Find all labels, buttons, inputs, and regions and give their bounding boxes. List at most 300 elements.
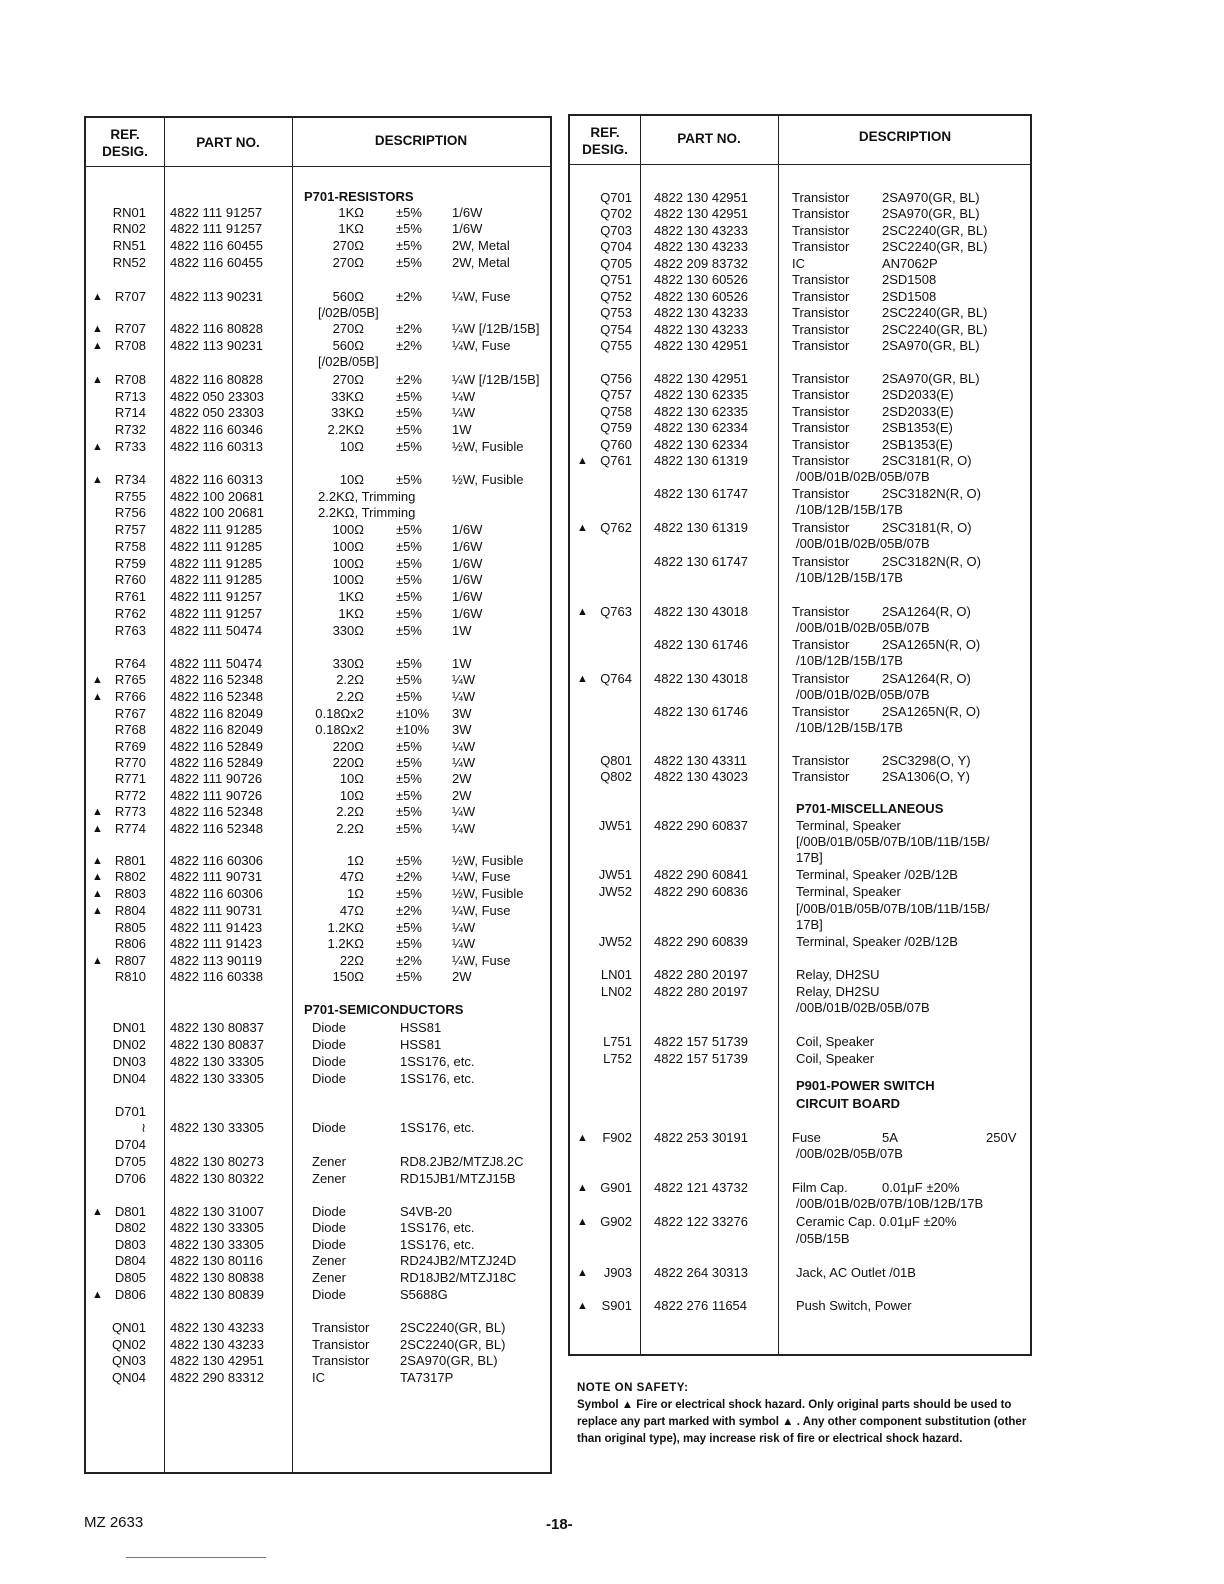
rating: 1/6W (452, 572, 483, 587)
component-type: Diode (312, 1037, 346, 1052)
tolerance: ±5% (396, 389, 422, 404)
part-number: 4822 130 33305 (170, 1054, 264, 1069)
ref-desig-header: REF. DESIG. (102, 127, 148, 159)
component-type: Zener (312, 1171, 346, 1186)
part-number: 4822 130 62335 (654, 404, 748, 419)
table-row (570, 1078, 1030, 1094)
rating: ¼W (452, 755, 476, 770)
ref-desig: JW51 (598, 818, 632, 833)
tolerance: ±5% (396, 539, 422, 554)
rating: 1W (452, 656, 472, 671)
part-number: 4822 116 52849 (170, 755, 264, 770)
table-row (570, 834, 1030, 850)
part-number: 4822 130 43233 (654, 223, 748, 238)
table-row (570, 901, 1030, 917)
rating: ¼W [/12B/15B] (452, 321, 540, 336)
table-row (570, 769, 1030, 785)
tolerance: ±5% (396, 422, 422, 437)
component-model: 2SA970(GR, BL) (882, 206, 980, 221)
part-number: 4822 113 90119 (170, 953, 263, 968)
table-row (86, 739, 550, 755)
part-number: 4822 100 20681 (170, 489, 264, 504)
value: 220Ω (332, 739, 364, 754)
rating: 1/6W (452, 539, 483, 554)
ref-desig: R772 (114, 788, 146, 803)
table-row (86, 656, 550, 672)
table-row (570, 1130, 1030, 1146)
table-row (86, 886, 550, 902)
description: /00B/02B/05B/07B (796, 1146, 903, 1161)
part-number: 4822 111 91257 (170, 589, 263, 604)
component-model: 2SC2240(GR, BL) (882, 223, 988, 238)
tolerance: ±5% (396, 672, 422, 687)
ref-desig: Q756 (600, 371, 632, 386)
ref-desig: Q764 (600, 671, 632, 686)
table-row (570, 704, 1030, 720)
value: 2.2Ω (336, 804, 364, 819)
part-number: 4822 264 30313 (654, 1265, 748, 1280)
rating: ¼W (452, 405, 476, 420)
table-row (86, 706, 550, 722)
ref-desig: Q761 (600, 453, 632, 468)
component-type: Film Cap. (792, 1180, 848, 1195)
table-row (570, 1146, 1030, 1162)
component-type: Transistor (792, 453, 850, 468)
ref-desig: Q759 (600, 420, 632, 435)
description: [/00B/01B/05B/07B/10B/11B/15B/ (796, 834, 990, 849)
component-type: Transistor (792, 322, 850, 337)
ref-desig: Q701 (600, 190, 632, 205)
part-number: 4822 111 91257 (170, 221, 263, 236)
component-model: 1SS176, etc. (400, 1054, 475, 1069)
table-row (86, 672, 550, 688)
component-model: 2SC2240(GR, BL) (882, 239, 988, 254)
description: [/00B/01B/05B/07B/10B/11B/15B/ (796, 901, 990, 916)
table-row (570, 620, 1030, 636)
part-number: 4822 116 60306 (170, 886, 264, 901)
part-number: 4822 116 52348 (170, 672, 264, 687)
ref-desig: D705 (114, 1154, 146, 1169)
value: 270Ω (332, 372, 364, 387)
part-number: 4822 290 60837 (654, 818, 748, 833)
tolerance: ±5% (396, 788, 422, 803)
description: 17B] (796, 850, 823, 865)
tolerance: ±5% (396, 556, 422, 571)
rating: ¼W (452, 821, 476, 836)
part-number: 4822 116 60346 (170, 422, 264, 437)
table-row (570, 1214, 1030, 1230)
part-number: 4822 130 60526 (654, 272, 748, 287)
ref-desig: Q760 (600, 437, 632, 452)
value: 10Ω (339, 771, 364, 786)
component-type: Transistor (792, 190, 850, 205)
component-type: Transistor (792, 371, 850, 386)
tolerance: ±5% (396, 606, 422, 621)
part-number: 4822 130 61746 (654, 704, 748, 719)
ref-desig: RN01 (112, 205, 146, 220)
part-number: 4822 130 80839 (170, 1287, 264, 1302)
ref-desig: Q757 (600, 387, 632, 402)
value: 10Ω (339, 788, 364, 803)
value: 2.2Ω (336, 689, 364, 704)
value: 270Ω (332, 238, 364, 253)
ref-desig: Q751 (600, 272, 632, 287)
component-model: 1SS176, etc. (400, 1237, 475, 1252)
ref-desig: D806 (114, 1287, 146, 1302)
description: Push Switch, Power (796, 1298, 912, 1313)
part-number: 4822 130 61747 (654, 554, 748, 569)
part-number: 4822 100 20681 (170, 505, 264, 520)
table-row (86, 255, 550, 271)
value: 22Ω (339, 953, 364, 968)
table-row (86, 189, 550, 205)
ref-desig: R762 (114, 606, 146, 621)
part-number: 4822 111 91285 (170, 522, 263, 537)
component-model: 2SA970(GR, BL) (400, 1353, 498, 1368)
table-row (86, 539, 550, 555)
table-row (570, 687, 1030, 703)
left-parts-table (84, 116, 552, 1474)
table-row (570, 371, 1030, 387)
component-type: Fuse (792, 1130, 821, 1145)
safety-warning-icon: ▲ (92, 871, 103, 883)
table-row (570, 1196, 1030, 1212)
table-row (86, 920, 550, 936)
table-row (570, 1298, 1030, 1314)
table-row (570, 984, 1030, 1000)
value: 1KΩ (338, 606, 364, 621)
part-number: 4822 276 11654 (654, 1298, 748, 1313)
tolerance: ±5% (396, 623, 422, 638)
part-number: 4822 130 33305 (170, 1237, 264, 1252)
tolerance: ±5% (396, 238, 422, 253)
safety-warning-icon: ▲ (92, 1289, 103, 1301)
ref-desig: R708 (114, 338, 146, 353)
safety-warning-icon: ▲ (92, 905, 103, 917)
component-type: Transistor (792, 671, 850, 686)
ref-desig: R708 (114, 372, 146, 387)
part-number: 4822 116 52348 (170, 821, 264, 836)
description: /10B/12B/15B/17B (796, 502, 903, 517)
table-row (86, 853, 550, 869)
table-row (570, 934, 1030, 950)
ref-desig: R801 (114, 853, 146, 868)
ref-desig: R761 (114, 589, 146, 604)
ref-desig-header: REF. DESIG. (582, 125, 628, 157)
rating: 1/6W (452, 522, 483, 537)
part-no-header: PART NO. (677, 131, 741, 146)
table-row (570, 554, 1030, 570)
part-number: 4822 116 60455 (170, 255, 264, 270)
table-row (570, 917, 1030, 933)
table-row (570, 1096, 1030, 1112)
safety-warning-icon: ▲ (92, 291, 103, 303)
tolerance: ±5% (396, 886, 422, 901)
part-number: 4822 111 91257 (170, 606, 263, 621)
ref-desig: R755 (114, 489, 146, 504)
component-model: 1SS176, etc. (400, 1220, 475, 1235)
component-type: Transistor (792, 239, 850, 254)
section-heading: P701-RESISTORS (304, 189, 414, 204)
part-number: 4822 111 91285 (170, 572, 263, 587)
ref-desig: R756 (114, 505, 146, 520)
value: 0.18Ωx2 (315, 706, 364, 721)
safety-warning-icon: ▲ (92, 474, 103, 486)
part-number: 4822 280 20197 (654, 967, 748, 982)
part-number: 4822 130 62334 (654, 437, 748, 452)
value: 2.2Ω (336, 672, 364, 687)
component-model: RD24JB2/MTZJ24D (400, 1253, 517, 1268)
table-row (570, 536, 1030, 552)
component-type: Transistor (792, 420, 850, 435)
rating: ½W, Fusible (452, 853, 524, 868)
table-row (570, 753, 1030, 769)
ref-desig: R771 (114, 771, 146, 786)
component-type: Transistor (792, 404, 850, 419)
tolerance: ±5% (396, 205, 422, 220)
rating: 1/6W (452, 556, 483, 571)
component-model: 2SB1353(E) (882, 437, 953, 452)
part-number: 4822 290 60839 (654, 934, 748, 949)
table-row (570, 338, 1030, 354)
table-row (86, 804, 550, 820)
table-row (570, 502, 1030, 518)
table-row (86, 953, 550, 969)
value: 330Ω (332, 656, 364, 671)
table-row (86, 305, 550, 321)
component-model: 2SB1353(E) (882, 420, 953, 435)
value: 1Ω (347, 886, 364, 901)
table-row (86, 1320, 550, 1336)
component-type: Transistor (792, 604, 850, 619)
decorative-rule (126, 1557, 266, 1558)
component-model: 2SC3298(O, Y) (882, 753, 971, 768)
table-row (86, 1204, 550, 1220)
ref-desig: D706 (114, 1171, 146, 1186)
rating: ½W, Fusible (452, 886, 524, 901)
value: 100Ω (332, 572, 364, 587)
description: Ceramic Cap. 0.01μF ±20% (796, 1214, 957, 1229)
table-row (86, 869, 550, 885)
component-type: Diode (312, 1204, 346, 1219)
header-divider (86, 166, 550, 167)
tolerance: ±5% (396, 689, 422, 704)
rating: ¼W (452, 389, 476, 404)
part-number: 4822 130 62335 (654, 387, 748, 402)
part-number: 4822 130 43311 (654, 753, 748, 768)
component-model: S4VB-20 (400, 1204, 453, 1219)
component-model: 2SD1508 (882, 272, 937, 287)
rating: 1/6W (452, 606, 483, 621)
table-row (86, 1020, 550, 1036)
table-row (570, 637, 1030, 653)
part-number: 4822 290 83312 (170, 1370, 264, 1385)
table-row (570, 967, 1030, 983)
table-row (86, 354, 550, 370)
part-number: 4822 157 51739 (654, 1034, 748, 1049)
value: 1KΩ (338, 589, 364, 604)
part-number: 4822 290 60841 (654, 867, 748, 882)
component-model: 2SC3182N(R, O) (882, 554, 981, 569)
table-row (86, 289, 550, 305)
description: /10B/12B/15B/17B (796, 570, 903, 585)
part-number: 4822 130 61747 (654, 486, 748, 501)
safety-note (577, 1380, 1037, 1448)
component-type: Diode (312, 1020, 346, 1035)
component-model: 2SC3182N(R, O) (882, 486, 981, 501)
rating: ¼W, Fuse (452, 953, 511, 968)
table-row (86, 755, 550, 771)
description: Terminal, Speaker (796, 818, 901, 833)
ref-desig: Q763 (600, 604, 632, 619)
value: 2.2KΩ (327, 422, 364, 437)
value: 100Ω (332, 522, 364, 537)
ref-desig: R803 (114, 886, 146, 901)
table-row (86, 903, 550, 919)
part-number: 4822 130 42951 (654, 206, 748, 221)
component-type: Transistor (792, 520, 850, 535)
table-row (86, 1037, 550, 1053)
ref-desig: R769 (114, 739, 146, 754)
part-number: 4822 116 80828 (170, 321, 264, 336)
part-number: 4822 209 83732 (654, 256, 748, 271)
part-number: 4822 116 52849 (170, 739, 264, 754)
part-number: 4822 050 23303 (170, 389, 264, 404)
table-row (86, 1370, 550, 1386)
component-type: Transistor (792, 554, 850, 569)
rating: ¼W, Fuse (452, 289, 511, 304)
component-model: S5688G (400, 1287, 448, 1302)
ref-desig: Q752 (600, 289, 632, 304)
component-model: 2SA1265N(R, O) (882, 637, 981, 652)
table-row (570, 1051, 1030, 1067)
component-type: Transistor (792, 206, 850, 221)
ref-desig: R802 (114, 869, 146, 884)
table-row (570, 239, 1030, 255)
table-row (570, 720, 1030, 736)
safety-warning-icon: ▲ (577, 1300, 588, 1312)
component-type: Transistor (792, 305, 850, 320)
description-header: DESCRIPTION (374, 133, 468, 148)
tolerance: ±5% (396, 936, 422, 951)
table-row (570, 453, 1030, 469)
component-type: Diode (312, 1071, 346, 1086)
tolerance: ±5% (396, 589, 422, 604)
ref-desig: S901 (601, 1298, 632, 1313)
tolerance: ±5% (396, 755, 422, 770)
table-row (570, 206, 1030, 222)
ref-desig: R763 (114, 623, 146, 638)
rating: ¼W, Fuse (452, 903, 511, 918)
part-number: 4822 130 80116 (170, 1253, 264, 1268)
tolerance: ±5% (396, 920, 422, 935)
safety-warning-icon: ▲ (577, 1216, 588, 1228)
safety-warning-icon: ▲ (92, 1206, 103, 1218)
part-number: 4822 130 80837 (170, 1020, 264, 1035)
ref-desig: ≀ (141, 1120, 146, 1135)
ref-desig: Q762 (600, 520, 632, 535)
ref-desig: D804 (114, 1253, 146, 1268)
part-number: 4822 130 43018 (654, 604, 748, 619)
ref-desig: F902 (602, 1130, 632, 1145)
ref-desig: Q753 (600, 305, 632, 320)
tolerance: ±5% (396, 405, 422, 420)
part-number: 4822 116 80828 (170, 372, 264, 387)
ref-desig: R767 (114, 706, 146, 721)
part-number: 4822 130 31007 (170, 1204, 264, 1219)
part-number: 4822 130 42951 (170, 1353, 264, 1368)
description: Terminal, Speaker /02B/12B (796, 867, 958, 882)
part-number: 4822 130 33305 (170, 1071, 264, 1086)
table-row (570, 818, 1030, 834)
part-number: 4822 116 60338 (170, 969, 264, 984)
safety-warning-icon: ▲ (92, 955, 103, 967)
ref-desig: G901 (600, 1180, 632, 1195)
component-type: Diode (312, 1120, 346, 1135)
value: 0.18Ωx2 (315, 722, 364, 737)
table-row (86, 606, 550, 622)
component-model: 2SD2033(E) (882, 404, 954, 419)
ref-desig: R713 (114, 389, 146, 404)
component-model: HSS81 (400, 1020, 442, 1035)
description: /10B/12B/15B/17B (796, 720, 903, 735)
part-number: 4822 130 43233 (654, 322, 748, 337)
description: [/02B/05B] (318, 354, 379, 369)
component-type: Diode (312, 1237, 346, 1252)
ref-desig: R714 (114, 405, 146, 420)
table-row (570, 1231, 1030, 1247)
rating: 2W (452, 771, 472, 786)
rating: ¼W (452, 936, 476, 951)
ref-desig: R707 (114, 289, 146, 304)
table-row (86, 771, 550, 787)
table-row (570, 272, 1030, 288)
ref-desig: JW51 (598, 867, 632, 882)
table-row (86, 1237, 550, 1253)
component-model: 2SA1265N(R, O) (882, 704, 981, 719)
table-row (86, 1253, 550, 1269)
safety-warning-icon: ▲ (92, 441, 103, 453)
table-row (86, 238, 550, 254)
table-row (570, 387, 1030, 403)
table-row (86, 338, 550, 354)
part-number: 4822 130 42951 (654, 338, 748, 353)
component-model: 2SD2033(E) (882, 387, 954, 402)
safety-warning-icon: ▲ (92, 674, 103, 686)
table-row (86, 1104, 550, 1120)
ref-desig: LN01 (600, 967, 632, 982)
rating: ¼W, Fuse (452, 869, 511, 884)
description: /00B/01B/02B/05B/07B (796, 1000, 930, 1015)
ref-desig: R806 (114, 936, 146, 951)
component-model: 2SA970(GR, BL) (882, 371, 980, 386)
ref-desig: Q754 (600, 322, 632, 337)
safety-warning-icon: ▲ (92, 374, 103, 386)
table-row (570, 604, 1030, 620)
table-row (570, 256, 1030, 272)
part-number: 4822 130 61319 (654, 520, 748, 535)
component-type: Transistor (792, 769, 850, 784)
description: Jack, AC Outlet /01B (796, 1265, 916, 1280)
ref-desig: Q702 (600, 206, 632, 221)
part-number: 4822 253 30191 (654, 1130, 748, 1145)
table-row (570, 1265, 1030, 1281)
safety-note-title: NOTE ON SAFETY: (577, 1382, 689, 1394)
table-row (570, 867, 1030, 883)
component-type: Transistor (792, 338, 850, 353)
value: 47Ω (339, 869, 364, 884)
part-number: 4822 113 90231 (170, 338, 264, 353)
